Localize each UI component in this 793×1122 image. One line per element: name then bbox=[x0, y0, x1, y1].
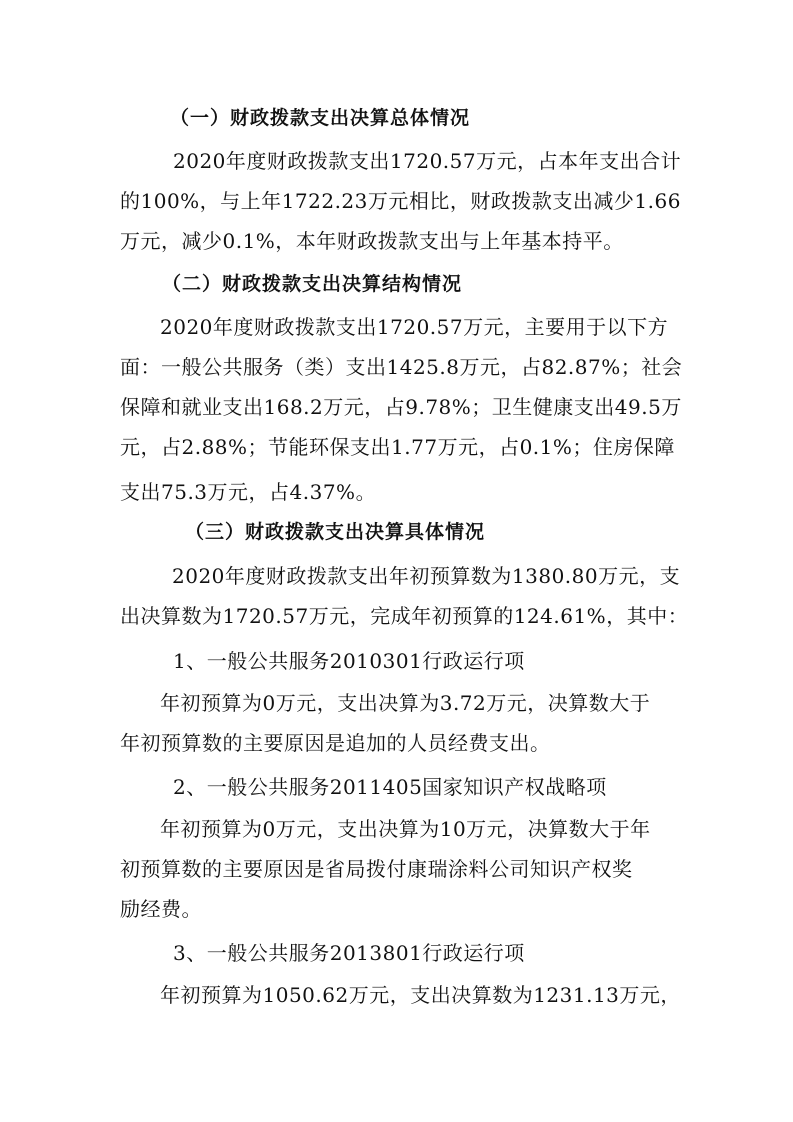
item-3-title: 3、一般公共服务2013801行政运行项 bbox=[173, 941, 525, 965]
section-1-line-2: 的100%，与上年1722.23万元相比，财政拨款支出减少1.66 bbox=[120, 189, 681, 213]
item-2-line-2: 初预算数的主要原因是省局拨付康瑞涂料公司知识产权奖 bbox=[120, 857, 633, 881]
section-3-heading: （三）财政拨款支出决算具体情况 bbox=[185, 521, 486, 543]
item-1-line-2: 年初预算数的主要原因是追加的人员经费支出。 bbox=[120, 731, 551, 755]
item-2-line-3: 励经费。 bbox=[120, 897, 202, 921]
section-1-heading: （一）财政拨款支出决算总体情况 bbox=[170, 107, 471, 129]
section-1-line-3: 万元，减少0.1%，本年财政拨款支出与上年基本持平。 bbox=[120, 229, 624, 253]
item-1-line-1: 年初预算为0万元，支出决算为3.72万元，决算数大于 bbox=[160, 691, 651, 715]
section-2-line-3: 保障和就业支出168.2万元，占9.78%；卫生健康支出49.5万 bbox=[120, 395, 682, 419]
section-2-line-2: 面：一般公共服务（类）支出1425.8万元，占82.87%；社会 bbox=[120, 355, 683, 379]
item-1-title: 1、一般公共服务2010301行政运行项 bbox=[173, 649, 525, 673]
section-2-line-5: 支出75.3万元，占4.37%。 bbox=[120, 480, 377, 504]
section-2-line-4: 元，占2.88%；节能环保支出1.77万元，占0.1%；住房保障 bbox=[120, 435, 675, 459]
section-1-line-1: 2020年度财政拨款支出1720.57万元，占本年支出合计 bbox=[173, 149, 682, 173]
item-3-line-1: 年初预算为1050.62万元，支出决算数为1231.13万元， bbox=[160, 983, 681, 1007]
item-2-title: 2、一般公共服务2011405国家知识产权战略项 bbox=[173, 775, 607, 799]
section-2-line-1: 2020年度财政拨款支出1720.57万元，主要用于以下方 bbox=[160, 315, 669, 339]
item-2-line-1: 年初预算为0万元，支出决算为10万元，决算数大于年 bbox=[160, 817, 651, 841]
section-2-heading: （二）财政拨款支出决算结构情况 bbox=[162, 273, 463, 295]
section-3-line-2: 出决算数为1720.57万元，完成年初预算的124.61%，其中： bbox=[120, 604, 689, 628]
section-3-line-1: 2020年度财政拨款支出年初预算数为1380.80万元，支 bbox=[172, 564, 681, 588]
